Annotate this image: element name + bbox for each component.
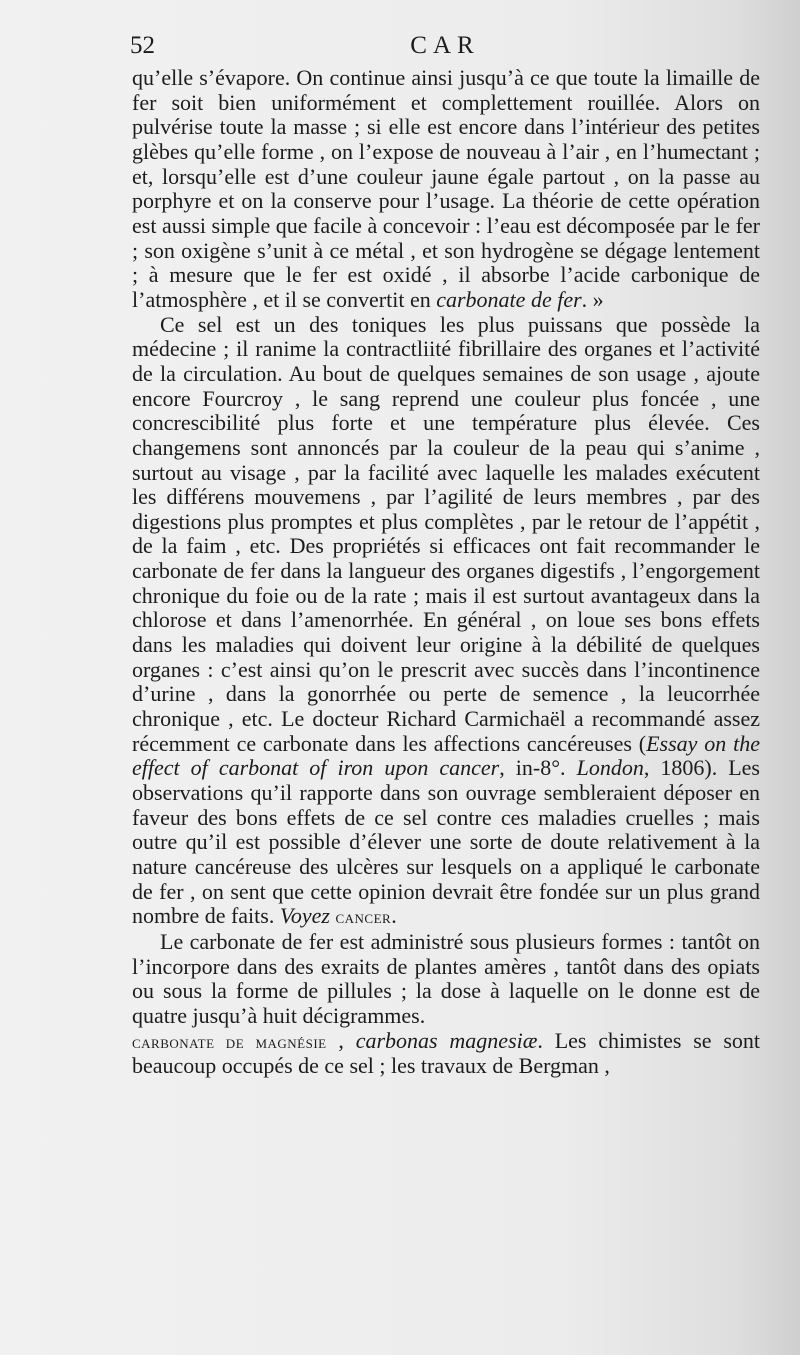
text-run: , [326,1027,356,1053]
text-run: qu’elle s’évapore. On continue ainsi jusqu’à ce que toute la limaille de fer soit bien uniformément et complettement rouillée. Alors on pulvérise toute la masse ; si elle est encore dans l’intérieur des petites glèbes qu’elle forme , on l’expose de nouveau à l’air , en l’humectant ; et, lorsqu’elle est d’une couleur jaune égale partout , on la passe au porphyre et on la conserve pour l’usage. La théorie de cette opération est aussi simple que facile à concevoir : l’eau est décomposée par le fer ; son oxigène s’unit à ce métal , et son hydrogène se dégage lentement ; à mesure que le fer est oxidé , il absorbe l’acide carbonique de l’atmosphère , et il se convertit en [132,65,760,312]
text-run: carbonate de magnésie [132,1031,327,1052]
page-number: 52 [130,32,155,59]
text-run: , in-8°. [499,755,577,781]
paragraph-1 [132,66,760,313]
text-run: . Les chimistes se sont beaucoup occupés de ce sel ; les travaux de Bergman , [132,1027,761,1079]
text-run: . » [581,286,604,312]
text-run: London [576,755,644,781]
text-run: carbonate de fer [436,286,582,312]
text-block [132,66,760,1079]
text-run: Essay on the effect of carbonat of iron upon cancer [132,730,760,781]
paragraph-3 [132,930,760,1029]
page-header [130,32,760,66]
text-run: carbonas magnesiæ [355,1027,538,1053]
paragraph-2 [132,313,760,930]
text-run: cancer [335,907,392,928]
text-run: Voyez [279,903,330,929]
text-run: . [391,903,397,929]
running-title: CAR [410,32,480,59]
text-run: Le carbonate de fer est administré sous plusieurs formes : tantôt on l’incorpore dans des exraits de plantes amères , tantôt dans des opiats ou sous la forme de pillules ; la dose à laquelle on le donne est de quatre jusqu’à huit décigrammes. [132,928,760,1028]
paragraph-4 [132,1029,760,1079]
text-run: , 1806). Les observations qu’il rapporte dans son ouvrage sembleraient déposer en faveur des bons effets de ce sel contre ces maladies cruelles ; mais outre qu’il est possible d’élever une sorte de doute relativement à la nature cancéreuse des ulcères sur lesquels on a appliqué le carbonate de fer , on sent que cette opinion devrait être fondée sur un plus grand nombre de faits. [132,755,760,929]
text-run: Ce sel est un des toniques les plus puissans que possède la médecine ; il ranime la contractliité fibrillaire des organes et l’activité de la circulation. Au bout de quelques semaines de son usage , ajoute encore Fourcroy , le sang reprend une couleur plus foncée , une concrescibilité plus forte et une température plus élevée. Ces changemens sont annoncés par la couleur de la peau qui s’anime , surtout au visage , par la facilité avec laquelle les malades exécutent les différens mouvemens , par l’agilité de leurs membres , par des digestions plus promptes et plus complètes , par le retour de l’appétit , de la faim , etc. Des propriétés si efficaces ont fait recommander le carbonate de fer dans la langueur des organes digestifs , l’engorgement chronique du foie ou de la rate ; mais il est surtout avantageux dans la chlorose et dans l’amenorrhée. En général , on loue ses bons effets dans les maladies qui doivent leur origine à la débilité de quelques organes : c’est ainsi qu’on le prescrit avec succès dans l’incontinence d’urine , dans la gonorrhée ou perte de semence , la leucorrhée chronique , etc. Le docteur Richard Carmichaël a recommandé assez récemment ce carbonate dans les affections cancéreuses ( [132,311,760,756]
